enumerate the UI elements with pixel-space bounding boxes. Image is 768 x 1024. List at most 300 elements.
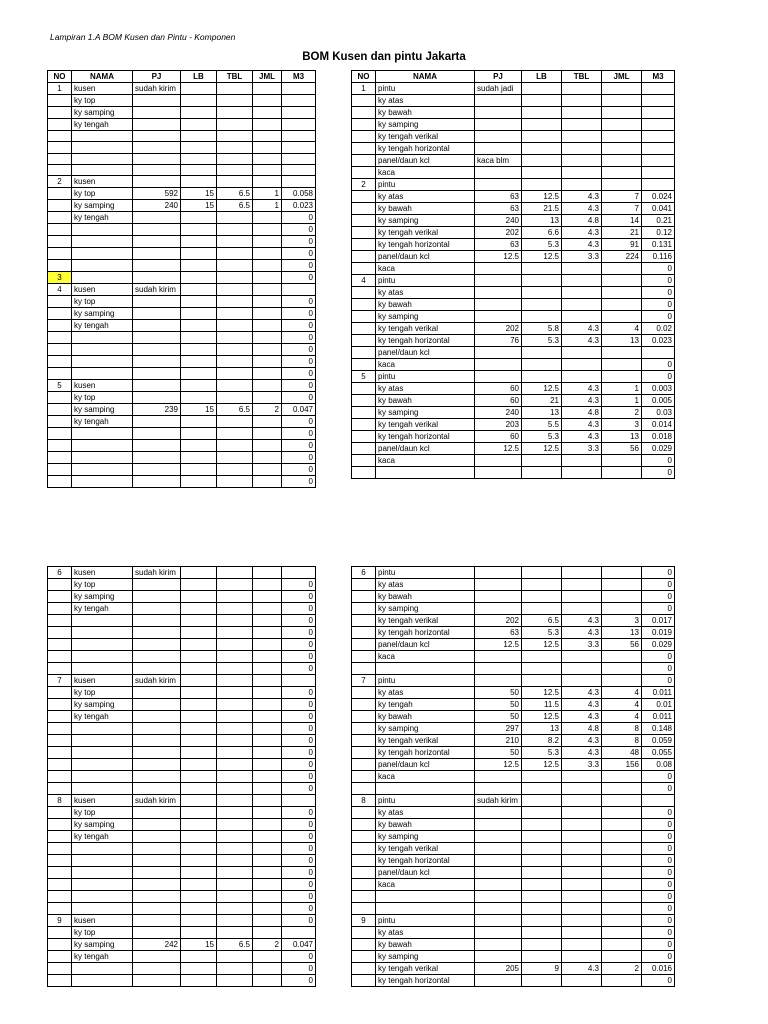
table-cell: ky samping	[376, 831, 475, 843]
table-cell	[133, 867, 181, 879]
table-cell: 0	[282, 951, 316, 963]
table-cell	[181, 663, 217, 675]
table-cell	[376, 891, 475, 903]
table-cell	[181, 332, 217, 344]
table-cell	[217, 915, 253, 927]
table-cell: ky tengah verikal	[376, 615, 475, 627]
table-cell	[133, 891, 181, 903]
table-cell: 4	[48, 284, 72, 296]
table-cell	[253, 771, 282, 783]
table-cell: 13	[522, 723, 562, 735]
table-cell	[642, 179, 675, 191]
table-cell: ky samping	[376, 215, 475, 227]
table-cell: 12.5	[522, 251, 562, 263]
table-cell	[217, 212, 253, 224]
table-cell	[48, 260, 72, 272]
table-row	[352, 675, 675, 687]
table-cell	[253, 735, 282, 747]
column-header: M3	[282, 71, 316, 83]
table-cell	[48, 236, 72, 248]
table-cell: 0	[282, 615, 316, 627]
table-cell	[522, 807, 562, 819]
table-cell	[522, 903, 562, 915]
table-cell	[475, 855, 522, 867]
table-cell	[522, 579, 562, 591]
table-cell	[133, 591, 181, 603]
table-cell: 0	[642, 371, 675, 383]
table-cell	[133, 723, 181, 735]
table-cell: 0.023	[642, 335, 675, 347]
table-cell: 12.5	[475, 759, 522, 771]
table-cell	[253, 332, 282, 344]
table-cell	[133, 687, 181, 699]
table-cell	[253, 843, 282, 855]
table-cell: 0	[282, 915, 316, 927]
table-cell	[475, 807, 522, 819]
table-cell	[253, 807, 282, 819]
table-cell: 3	[602, 615, 642, 627]
table-cell	[602, 299, 642, 311]
table-cell	[133, 464, 181, 476]
table-cell: 0	[282, 663, 316, 675]
table-cell	[133, 308, 181, 320]
table-cell	[253, 320, 282, 332]
table-cell: ky tengah	[72, 119, 133, 131]
table-cell: 4	[352, 275, 376, 287]
table-cell: 0	[282, 260, 316, 272]
table-cell	[522, 939, 562, 951]
table-cell	[48, 200, 72, 212]
table-cell: 0	[282, 627, 316, 639]
table-cell: ky tengah	[72, 320, 133, 332]
table-cell: panel/daun kcl	[376, 639, 475, 651]
table-cell: pintu	[376, 567, 475, 579]
table-cell	[602, 939, 642, 951]
table-cell	[642, 155, 675, 167]
table-cell	[133, 927, 181, 939]
table-cell	[602, 879, 642, 891]
table-cell: 4.3	[562, 747, 602, 759]
column-header: LB	[522, 71, 562, 83]
table-cell: 3.3	[562, 759, 602, 771]
table-cell	[562, 855, 602, 867]
table-cell	[48, 248, 72, 260]
table-cell	[181, 687, 217, 699]
table-row	[352, 467, 675, 479]
table-cell: 0.005	[642, 395, 675, 407]
table-cell: ky top	[72, 807, 133, 819]
table-cell: pintu	[376, 795, 475, 807]
table-cell: 0	[282, 783, 316, 795]
table-cell: 0	[282, 296, 316, 308]
table-cell	[181, 296, 217, 308]
table-cell: 6	[48, 567, 72, 579]
table-cell	[602, 83, 642, 95]
table-cell: 0	[282, 735, 316, 747]
table-cell: 0.02	[642, 323, 675, 335]
table-cell	[72, 963, 133, 975]
table-cell	[48, 807, 72, 819]
table-cell: kusen	[72, 915, 133, 927]
table-cell: ky top	[72, 579, 133, 591]
table-cell: ky samping	[72, 107, 133, 119]
table-cell	[522, 95, 562, 107]
table-cell	[217, 308, 253, 320]
table-cell	[217, 735, 253, 747]
table-cell: 4.3	[562, 687, 602, 699]
table-cell: ky tengah horizontal	[376, 747, 475, 759]
table-row	[48, 344, 316, 356]
table-cell: 0	[642, 675, 675, 687]
table-row	[48, 903, 316, 915]
table-cell	[217, 855, 253, 867]
table-cell	[48, 416, 72, 428]
table-cell	[475, 179, 522, 191]
table-cell: ky samping	[376, 119, 475, 131]
table-cell	[48, 783, 72, 795]
table-cell: 0	[282, 332, 316, 344]
table-cell	[352, 951, 376, 963]
table-cell: 6.5	[217, 188, 253, 200]
table-cell: ky samping	[72, 200, 133, 212]
table-cell	[475, 287, 522, 299]
table-row	[352, 591, 675, 603]
table-cell	[602, 807, 642, 819]
table-row	[352, 795, 675, 807]
table-cell	[48, 368, 72, 380]
table-row	[352, 167, 675, 179]
table-cell	[522, 167, 562, 179]
table-cell: ky tengah verikal	[376, 227, 475, 239]
table-cell: ky atas	[376, 927, 475, 939]
table-cell	[133, 831, 181, 843]
table-cell	[282, 567, 316, 579]
table-cell: ky atas	[376, 287, 475, 299]
table-cell	[475, 975, 522, 987]
table-cell: 0	[282, 963, 316, 975]
table-cell	[133, 603, 181, 615]
table-cell	[217, 284, 253, 296]
table-cell: 0	[282, 819, 316, 831]
table-cell	[522, 287, 562, 299]
table-cell: 0	[642, 359, 675, 371]
table-cell	[72, 735, 133, 747]
table-cell	[562, 371, 602, 383]
table-cell	[475, 567, 522, 579]
table-cell	[642, 795, 675, 807]
table-row	[352, 191, 675, 203]
table-cell	[253, 142, 282, 153]
table-cell: kusen	[72, 675, 133, 687]
table-cell	[522, 855, 562, 867]
table-cell	[217, 476, 253, 488]
table-row	[48, 771, 316, 783]
table-cell	[133, 747, 181, 759]
table-cell	[352, 639, 376, 651]
table-cell: 4.3	[562, 699, 602, 711]
table-cell	[253, 855, 282, 867]
table-cell	[217, 747, 253, 759]
table-cell	[181, 603, 217, 615]
table-cell	[602, 467, 642, 479]
table-cell: 6.5	[522, 615, 562, 627]
table-cell	[253, 699, 282, 711]
table-row	[48, 567, 316, 579]
table-cell	[48, 627, 72, 639]
table-cell	[522, 663, 562, 675]
table-cell	[217, 332, 253, 344]
table-cell	[602, 675, 642, 687]
table-cell	[217, 176, 253, 188]
table-cell	[352, 383, 376, 395]
table-cell	[217, 380, 253, 392]
table-cell: 0	[642, 275, 675, 287]
table-row	[352, 627, 675, 639]
table-cell: panel/daun kcl	[376, 347, 475, 359]
table-row	[48, 416, 316, 428]
table-cell: 0	[282, 747, 316, 759]
table-cell: 0.018	[642, 431, 675, 443]
table-cell	[352, 627, 376, 639]
table-cell	[352, 927, 376, 939]
table-cell	[352, 891, 376, 903]
table-cell: ky tengah	[72, 212, 133, 224]
table-cell: ky tengah	[72, 951, 133, 963]
table-cell	[181, 915, 217, 927]
table-cell	[48, 723, 72, 735]
table-cell	[181, 392, 217, 404]
table-cell	[522, 299, 562, 311]
table-cell: sudah kirim	[133, 675, 181, 687]
table-cell	[181, 142, 217, 153]
table-cell: 14	[602, 215, 642, 227]
table-cell	[217, 927, 253, 939]
table-cell	[352, 603, 376, 615]
table-cell	[48, 464, 72, 476]
table-cell	[562, 455, 602, 467]
table-cell	[181, 272, 217, 284]
table-row	[352, 455, 675, 467]
table-cell	[217, 320, 253, 332]
table-cell	[352, 287, 376, 299]
table-row	[48, 212, 316, 224]
table-cell	[253, 428, 282, 440]
table-cell	[282, 675, 316, 687]
table-cell: 4.3	[562, 711, 602, 723]
table-cell	[352, 735, 376, 747]
table-cell	[181, 783, 217, 795]
table-cell: 0	[282, 464, 316, 476]
table-cell	[48, 320, 72, 332]
table-cell: 0	[642, 287, 675, 299]
table-cell	[48, 591, 72, 603]
table-cell: 239	[133, 404, 181, 416]
table-row	[48, 404, 316, 416]
table-cell	[253, 783, 282, 795]
table-cell: 0	[642, 603, 675, 615]
table-cell	[562, 119, 602, 131]
table-cell: ky bawah	[376, 939, 475, 951]
table-cell	[253, 368, 282, 380]
table-row	[352, 699, 675, 711]
table-cell: 12.5	[475, 639, 522, 651]
table-cell: ky tengah horizontal	[376, 431, 475, 443]
table-cell	[133, 855, 181, 867]
table-cell	[181, 927, 217, 939]
table-row	[352, 215, 675, 227]
table-cell	[217, 142, 253, 153]
table-row	[352, 251, 675, 263]
table-cell: 4.3	[562, 203, 602, 215]
table-cell	[181, 795, 217, 807]
table-cell	[217, 83, 253, 95]
table-cell	[133, 771, 181, 783]
table-cell	[181, 807, 217, 819]
table-cell	[181, 260, 217, 272]
table-cell	[48, 663, 72, 675]
table-row	[48, 188, 316, 200]
table-cell: 0	[642, 915, 675, 927]
table-row	[352, 395, 675, 407]
table-cell	[602, 455, 642, 467]
table-cell	[253, 296, 282, 308]
table-cell: kusen	[72, 176, 133, 188]
table-cell	[562, 831, 602, 843]
table-cell	[602, 359, 642, 371]
table-cell	[181, 440, 217, 452]
table-cell: sudah kirim	[133, 567, 181, 579]
table-cell	[562, 819, 602, 831]
table-cell	[181, 579, 217, 591]
table-cell	[72, 452, 133, 464]
table-cell: 0.047	[282, 404, 316, 416]
table-cell: 0.011	[642, 687, 675, 699]
table-cell: 63	[475, 203, 522, 215]
table-cell: 1	[602, 395, 642, 407]
table-cell: 50	[475, 711, 522, 723]
table-cell	[48, 687, 72, 699]
table-row	[48, 164, 316, 175]
table-row	[48, 699, 316, 711]
table-row	[352, 687, 675, 699]
table-row	[352, 347, 675, 359]
table-cell	[72, 464, 133, 476]
table-cell	[642, 119, 675, 131]
table-cell	[133, 639, 181, 651]
table-cell	[475, 819, 522, 831]
table-cell	[181, 380, 217, 392]
table-cell: 4.3	[562, 963, 602, 975]
table-cell	[181, 759, 217, 771]
table-cell: 9	[48, 915, 72, 927]
table-cell	[133, 615, 181, 627]
table-cell: 63	[475, 191, 522, 203]
table-cell	[562, 939, 602, 951]
table-cell	[475, 951, 522, 963]
table-cell	[217, 615, 253, 627]
table-cell	[181, 248, 217, 260]
table-cell: ky tengah	[72, 831, 133, 843]
table-cell	[562, 771, 602, 783]
table-cell	[253, 131, 282, 142]
table-cell	[48, 392, 72, 404]
table-cell	[602, 831, 642, 843]
table-cell	[72, 639, 133, 651]
table-cell: 0	[642, 951, 675, 963]
table-row	[352, 903, 675, 915]
table-cell: 592	[133, 188, 181, 200]
table-cell	[72, 260, 133, 272]
table-cell: 0	[282, 579, 316, 591]
table-cell	[48, 428, 72, 440]
table-cell	[253, 963, 282, 975]
table-cell	[48, 188, 72, 200]
table-cell: 9	[522, 963, 562, 975]
table-cell	[72, 248, 133, 260]
table-row	[352, 323, 675, 335]
table-cell	[352, 131, 376, 143]
table-cell: 0	[642, 819, 675, 831]
table-cell: 2	[352, 179, 376, 191]
table-cell: 15	[181, 200, 217, 212]
table-cell	[72, 368, 133, 380]
table-cell: 0	[282, 440, 316, 452]
table-cell: 56	[602, 443, 642, 455]
table-cell: 60	[475, 431, 522, 443]
table-cell	[562, 359, 602, 371]
table-cell: 0	[282, 356, 316, 368]
table-cell	[133, 119, 181, 131]
table-row	[48, 951, 316, 963]
table-cell	[475, 359, 522, 371]
table-row	[352, 107, 675, 119]
table-cell	[181, 747, 217, 759]
table-cell	[181, 107, 217, 119]
table-cell	[352, 467, 376, 479]
table-cell: pintu	[376, 371, 475, 383]
table-row	[48, 272, 316, 284]
table-cell	[475, 579, 522, 591]
table-cell	[133, 843, 181, 855]
table-cell	[217, 675, 253, 687]
table-cell	[562, 975, 602, 987]
table-row	[48, 867, 316, 879]
table-cell: 4.3	[562, 191, 602, 203]
table-cell	[602, 167, 642, 179]
table-cell	[253, 675, 282, 687]
table-cell	[217, 783, 253, 795]
bom-table-pintu-2	[351, 566, 675, 987]
table-cell: panel/daun kcl	[376, 867, 475, 879]
table-cell	[562, 915, 602, 927]
table-cell	[562, 795, 602, 807]
table-cell	[602, 819, 642, 831]
table-cell: 0	[282, 224, 316, 236]
table-cell	[181, 308, 217, 320]
table-cell	[522, 783, 562, 795]
table-cell	[217, 891, 253, 903]
table-cell	[181, 891, 217, 903]
table-cell	[72, 142, 133, 153]
table-cell: 242	[133, 939, 181, 951]
table-row	[48, 807, 316, 819]
table-cell: panel/daun kcl	[376, 443, 475, 455]
table-cell	[217, 603, 253, 615]
table-cell	[562, 663, 602, 675]
table-cell: 202	[475, 323, 522, 335]
table-cell	[48, 308, 72, 320]
table-cell	[181, 843, 217, 855]
